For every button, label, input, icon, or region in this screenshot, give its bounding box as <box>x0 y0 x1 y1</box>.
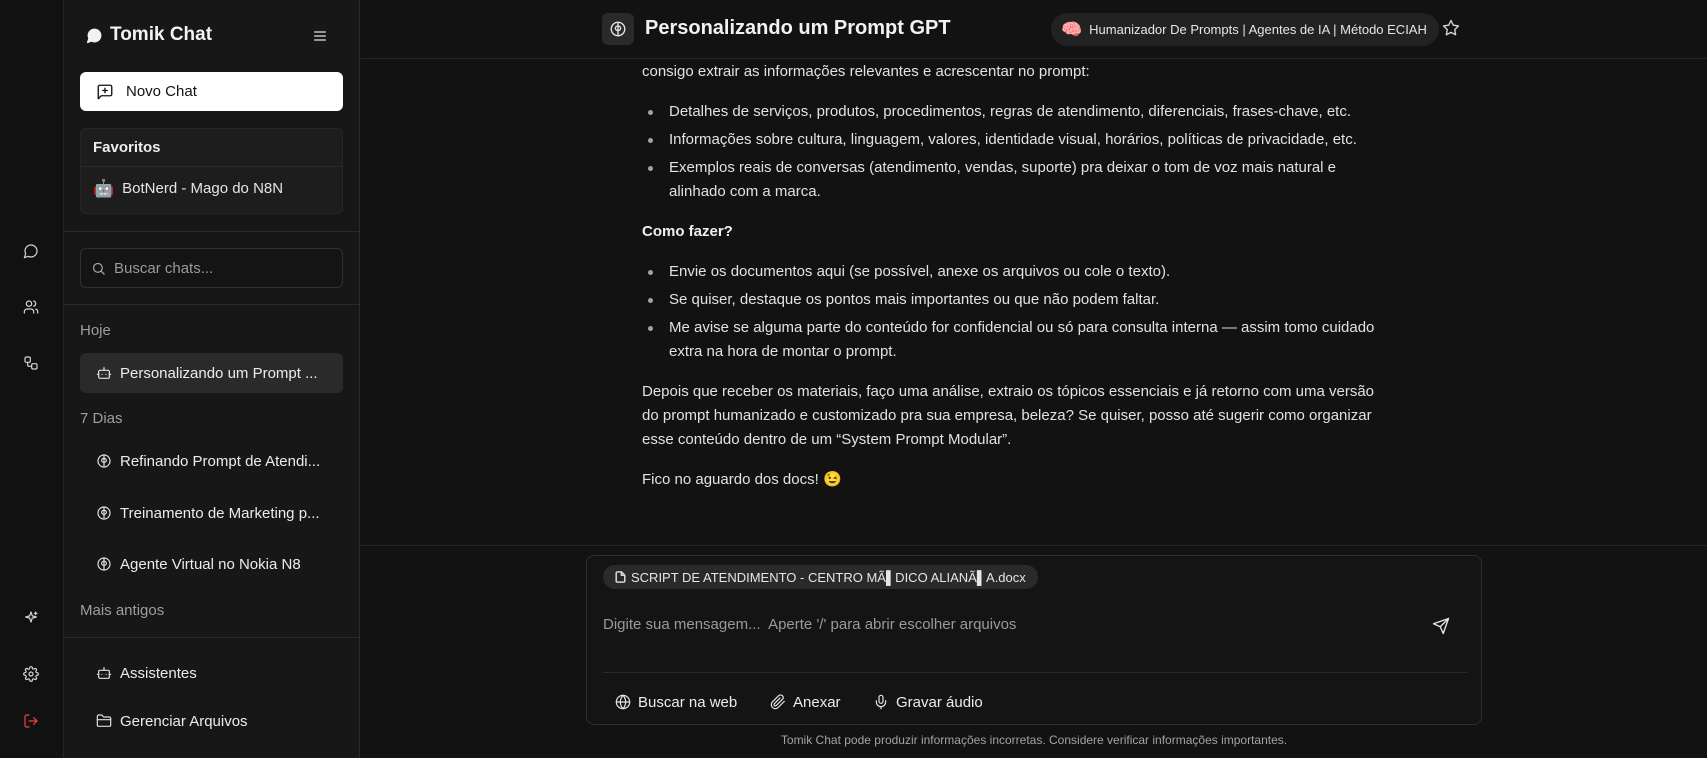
attach-label: Anexar <box>793 693 841 711</box>
globe-icon <box>615 694 631 710</box>
group-label-week: 7 Dias <box>80 410 123 427</box>
chat-item[interactable] <box>80 441 343 481</box>
group-label-today: Hoje <box>80 322 111 339</box>
attach-button[interactable] <box>758 687 853 717</box>
record-audio-button[interactable] <box>861 687 995 717</box>
attachment-name: SCRIPT DE ATENDIMENTO - CENTRO MÃ▌DICO ALIANÃ▌A.docx <box>631 569 1026 585</box>
attachment-chip[interactable] <box>603 565 1038 589</box>
star-icon <box>1442 19 1460 37</box>
message-list <box>642 260 1387 364</box>
favorite-star-button[interactable] <box>1442 19 1462 39</box>
folder-icon <box>96 713 112 729</box>
manage-files-label: Gerenciar Arquivos <box>120 712 248 730</box>
chat-item[interactable] <box>80 544 343 584</box>
new-chat-button[interactable] <box>80 72 343 111</box>
manage-files-link[interactable] <box>80 701 343 741</box>
sparkles-icon[interactable] <box>14 601 48 635</box>
favorite-label: BotNerd - Mago do N8N <box>122 180 284 197</box>
workflow-icon[interactable] <box>14 346 48 380</box>
hamburger-icon <box>312 28 328 44</box>
favorites-panel <box>80 128 343 214</box>
list-item: Envie os documentos aqui (se possível, anexe os arquivos ou cole o texto). <box>642 260 1387 284</box>
message-input[interactable] <box>603 616 1403 633</box>
chat-icon[interactable] <box>14 234 48 268</box>
page-title: Personalizando um Prompt GPT <box>645 17 951 39</box>
web-search-label: Buscar na web <box>638 693 738 711</box>
agent-selector[interactable] <box>1051 13 1439 46</box>
logout-icon[interactable] <box>14 704 48 738</box>
divider <box>64 304 360 305</box>
search-input[interactable] <box>114 260 334 277</box>
divider <box>64 231 360 232</box>
favorite-item[interactable] <box>93 180 283 197</box>
send-button[interactable] <box>1429 614 1453 638</box>
chat-item-label: Personalizando um Prompt ... <box>120 364 318 382</box>
chat-item-label: Agente Virtual no Nokia N8 <box>120 555 301 573</box>
list-item: Se quiser, destaque os pontos mais importantes ou que não podem faltar. <box>642 288 1387 312</box>
search-icon <box>91 261 106 276</box>
assistant-message <box>642 60 1387 492</box>
chat-bubble-icon <box>86 27 103 44</box>
chat-item[interactable] <box>80 493 343 533</box>
disclaimer-text: Tomik Chat pode produzir informações incorretas. Considere verificar informações importantes. <box>780 733 1288 747</box>
send-icon <box>1432 617 1450 635</box>
icon-rail <box>0 0 64 758</box>
web-search-button[interactable] <box>603 687 749 717</box>
brain-icon <box>96 556 112 572</box>
agent-label: Humanizador De Prompts | Agentes de IA | Método ECIAH <box>1089 22 1427 37</box>
menu-toggle-button[interactable] <box>308 24 332 48</box>
list-item: Detalhes de serviços, produtos, procedimentos, regras de atendimento, diferenciais, frases-chave, etc. <box>642 100 1387 124</box>
app-name: Tomik Chat <box>110 24 213 45</box>
divider <box>64 637 360 638</box>
microphone-icon <box>873 694 889 710</box>
file-icon <box>615 571 626 583</box>
chat-item-label: Treinamento de Marketing p... <box>120 504 320 522</box>
brain-emoji-icon: 🧠 <box>1061 19 1083 39</box>
message-heading: Como fazer? <box>642 223 733 240</box>
settings-icon[interactable] <box>14 657 48 691</box>
chat-item-label: Refinando Prompt de Atendi... <box>120 452 321 470</box>
chat-header <box>361 0 1707 59</box>
brand[interactable] <box>86 24 212 46</box>
sidebar <box>64 0 360 758</box>
group-label-older: Mais antigos <box>80 602 165 619</box>
list-item: Me avise se alguma parte do conteúdo for confidencial ou só para consulta interna — assim tomo cuidado extra na hora de montar o prompt. <box>642 316 1387 364</box>
message-composer <box>586 555 1482 725</box>
message-paragraph: Depois que receber os materiais, faço uma análise, extraio os tópicos essenciais e já retorno com uma versão do prompt humanizado e customizado pra sua empresa, beleza? Se quiser, posso até sugerir como organizar esse conteúdo dentro de um “System Prompt Modular”. <box>642 383 1375 448</box>
new-chat-label: Novo Chat <box>126 83 197 100</box>
divider <box>81 166 342 167</box>
list-item: Informações sobre cultura, linguagem, valores, identidade visual, horários, políticas de privacidade, etc. <box>642 128 1387 152</box>
divider <box>603 672 1467 673</box>
chat-item-active[interactable] <box>80 353 343 393</box>
robot-icon: 🤖 <box>93 179 115 198</box>
brain-icon <box>96 453 112 469</box>
paperclip-icon <box>770 694 786 710</box>
divider <box>361 545 1707 546</box>
assistants-link[interactable] <box>80 653 343 693</box>
message-closing: Fico no aguardo dos docs! 😉 <box>642 471 842 488</box>
message-plus-icon <box>96 83 114 101</box>
search-box <box>80 248 343 288</box>
bot-icon <box>96 365 112 381</box>
message-list <box>642 100 1387 204</box>
bot-icon <box>96 665 112 681</box>
conversation-icon-button[interactable] <box>602 13 634 45</box>
brain-icon <box>96 505 112 521</box>
assistants-label: Assistentes <box>120 664 197 682</box>
record-audio-label: Gravar áudio <box>896 693 983 711</box>
list-item: Exemplos reais de conversas (atendimento, vendas, suporte) pra deixar o tom de voz mais natural e alinhado com a marca. <box>642 156 1387 204</box>
users-icon[interactable] <box>14 290 48 324</box>
brain-icon <box>609 20 627 38</box>
favorites-title: Favoritos <box>93 139 161 156</box>
message-intro: consigo extrair as informações relevantes e acrescentar no prompt: <box>642 63 1090 80</box>
